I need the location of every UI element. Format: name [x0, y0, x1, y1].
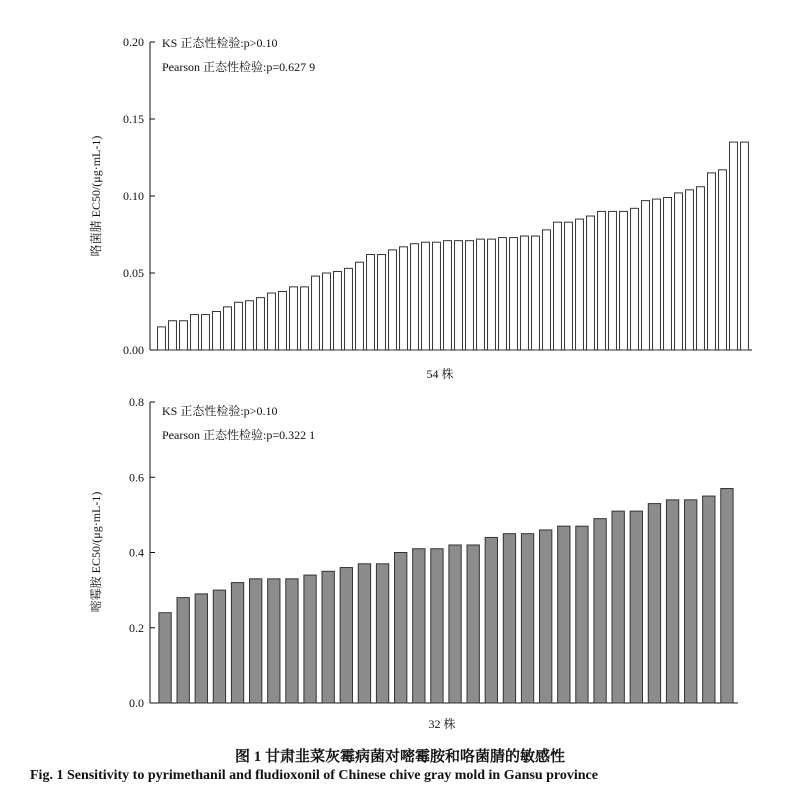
bar [477, 239, 485, 350]
y-tick-label: 0.0 [129, 696, 144, 710]
bar [558, 526, 570, 703]
bar [521, 236, 529, 350]
chart-pyrimethanil [88, 395, 738, 731]
bar [612, 511, 624, 703]
bar [367, 255, 375, 350]
bar [250, 579, 262, 703]
bar [642, 201, 650, 350]
bar [543, 230, 551, 350]
bar [609, 211, 617, 350]
bar [730, 142, 738, 350]
y-axis-label: 咯菌腈 EC50/(μg·mL-1) [89, 135, 103, 257]
y-tick-label: 0.2 [129, 620, 144, 635]
bar [675, 193, 683, 350]
bar [304, 575, 316, 703]
bar [340, 568, 352, 703]
bar [719, 170, 727, 350]
bar [411, 244, 419, 350]
bar [630, 511, 642, 703]
bar [286, 579, 298, 703]
bar [499, 238, 507, 350]
figure-caption-english: Fig. 1 Sensitivity to pyrimethanil and fludioxonil of Chinese chive gray mold in Gansu province [30, 768, 598, 783]
bar [449, 545, 461, 703]
bar [503, 534, 515, 703]
bar [565, 222, 573, 350]
bar [356, 262, 364, 350]
bar [653, 199, 661, 350]
bar [466, 241, 474, 350]
bar [664, 198, 672, 350]
bar [485, 537, 497, 703]
bar [323, 273, 331, 350]
bar [257, 298, 265, 350]
y-axis-label: 嘧霉胺 EC50/(μg·mL-1) [89, 491, 103, 613]
y-tick-label: 0.6 [129, 470, 144, 485]
bar [400, 247, 408, 350]
bar [376, 564, 388, 703]
bar [158, 327, 166, 350]
bar [301, 287, 309, 350]
bar [169, 321, 177, 350]
x-axis-label: 32 株 [428, 717, 456, 731]
bar [268, 579, 280, 703]
bar [532, 236, 540, 350]
bar [177, 598, 189, 703]
chart-fludioxonil [88, 35, 752, 381]
bar [598, 211, 606, 350]
bar [195, 594, 207, 703]
y-tick-label: 0.8 [129, 395, 144, 409]
bar [697, 187, 705, 350]
bar [358, 564, 370, 703]
bar [290, 287, 298, 350]
y-tick-label: 0.10 [123, 189, 144, 203]
bar [433, 242, 441, 350]
bar [224, 307, 232, 350]
bar [686, 190, 694, 350]
bar [334, 271, 342, 350]
bar [322, 571, 334, 703]
bar [587, 216, 595, 350]
bar [422, 242, 430, 350]
bar [510, 238, 518, 350]
bar [576, 526, 588, 703]
y-tick-label: 0.00 [123, 343, 144, 357]
bar [231, 583, 243, 703]
bar [378, 255, 386, 350]
bar [703, 496, 715, 703]
bar [708, 173, 716, 350]
bar [431, 549, 443, 703]
y-tick-label: 0.05 [123, 266, 144, 280]
annotation-text: KS 正态性检验:p>0.10 [162, 404, 278, 418]
annotation-text: Pearson 正态性检验:p=0.627 9 [162, 60, 316, 74]
bar [721, 489, 733, 703]
y-tick-label: 0.4 [129, 545, 144, 560]
bar [345, 268, 353, 350]
bar [389, 250, 397, 350]
bar [488, 239, 496, 350]
annotation-text: KS 正态性检验:p>0.10 [162, 36, 278, 50]
bar [202, 315, 210, 350]
bar [741, 142, 749, 350]
bar [685, 500, 697, 703]
figure-caption-chinese: 图 1 甘肃韭菜灰霉病菌对嘧霉胺和咯菌腈的敏感性 [234, 749, 565, 765]
bar [576, 219, 584, 350]
bar [191, 315, 199, 350]
bar [594, 519, 606, 703]
bar [444, 241, 452, 350]
bar [180, 321, 188, 350]
annotation-text: Pearson 正态性检验:p=0.322 1 [162, 428, 316, 442]
bar [554, 222, 562, 350]
bar [213, 590, 225, 703]
bar [631, 208, 639, 350]
bar [413, 549, 425, 703]
bar [455, 241, 463, 350]
bar [620, 211, 628, 350]
bar [312, 276, 320, 350]
bar [213, 312, 221, 351]
bar [279, 291, 287, 350]
y-tick-label: 0.15 [123, 112, 144, 126]
bar [540, 530, 552, 703]
x-axis-label: 54 株 [426, 367, 454, 381]
bar [159, 613, 171, 703]
bar [648, 504, 660, 703]
bar [666, 500, 678, 703]
bar [235, 302, 243, 350]
bar [467, 545, 479, 703]
y-tick-label: 0.20 [123, 35, 144, 49]
bar [395, 553, 407, 704]
bar [246, 301, 254, 350]
bar [521, 534, 533, 703]
bar [268, 293, 276, 350]
